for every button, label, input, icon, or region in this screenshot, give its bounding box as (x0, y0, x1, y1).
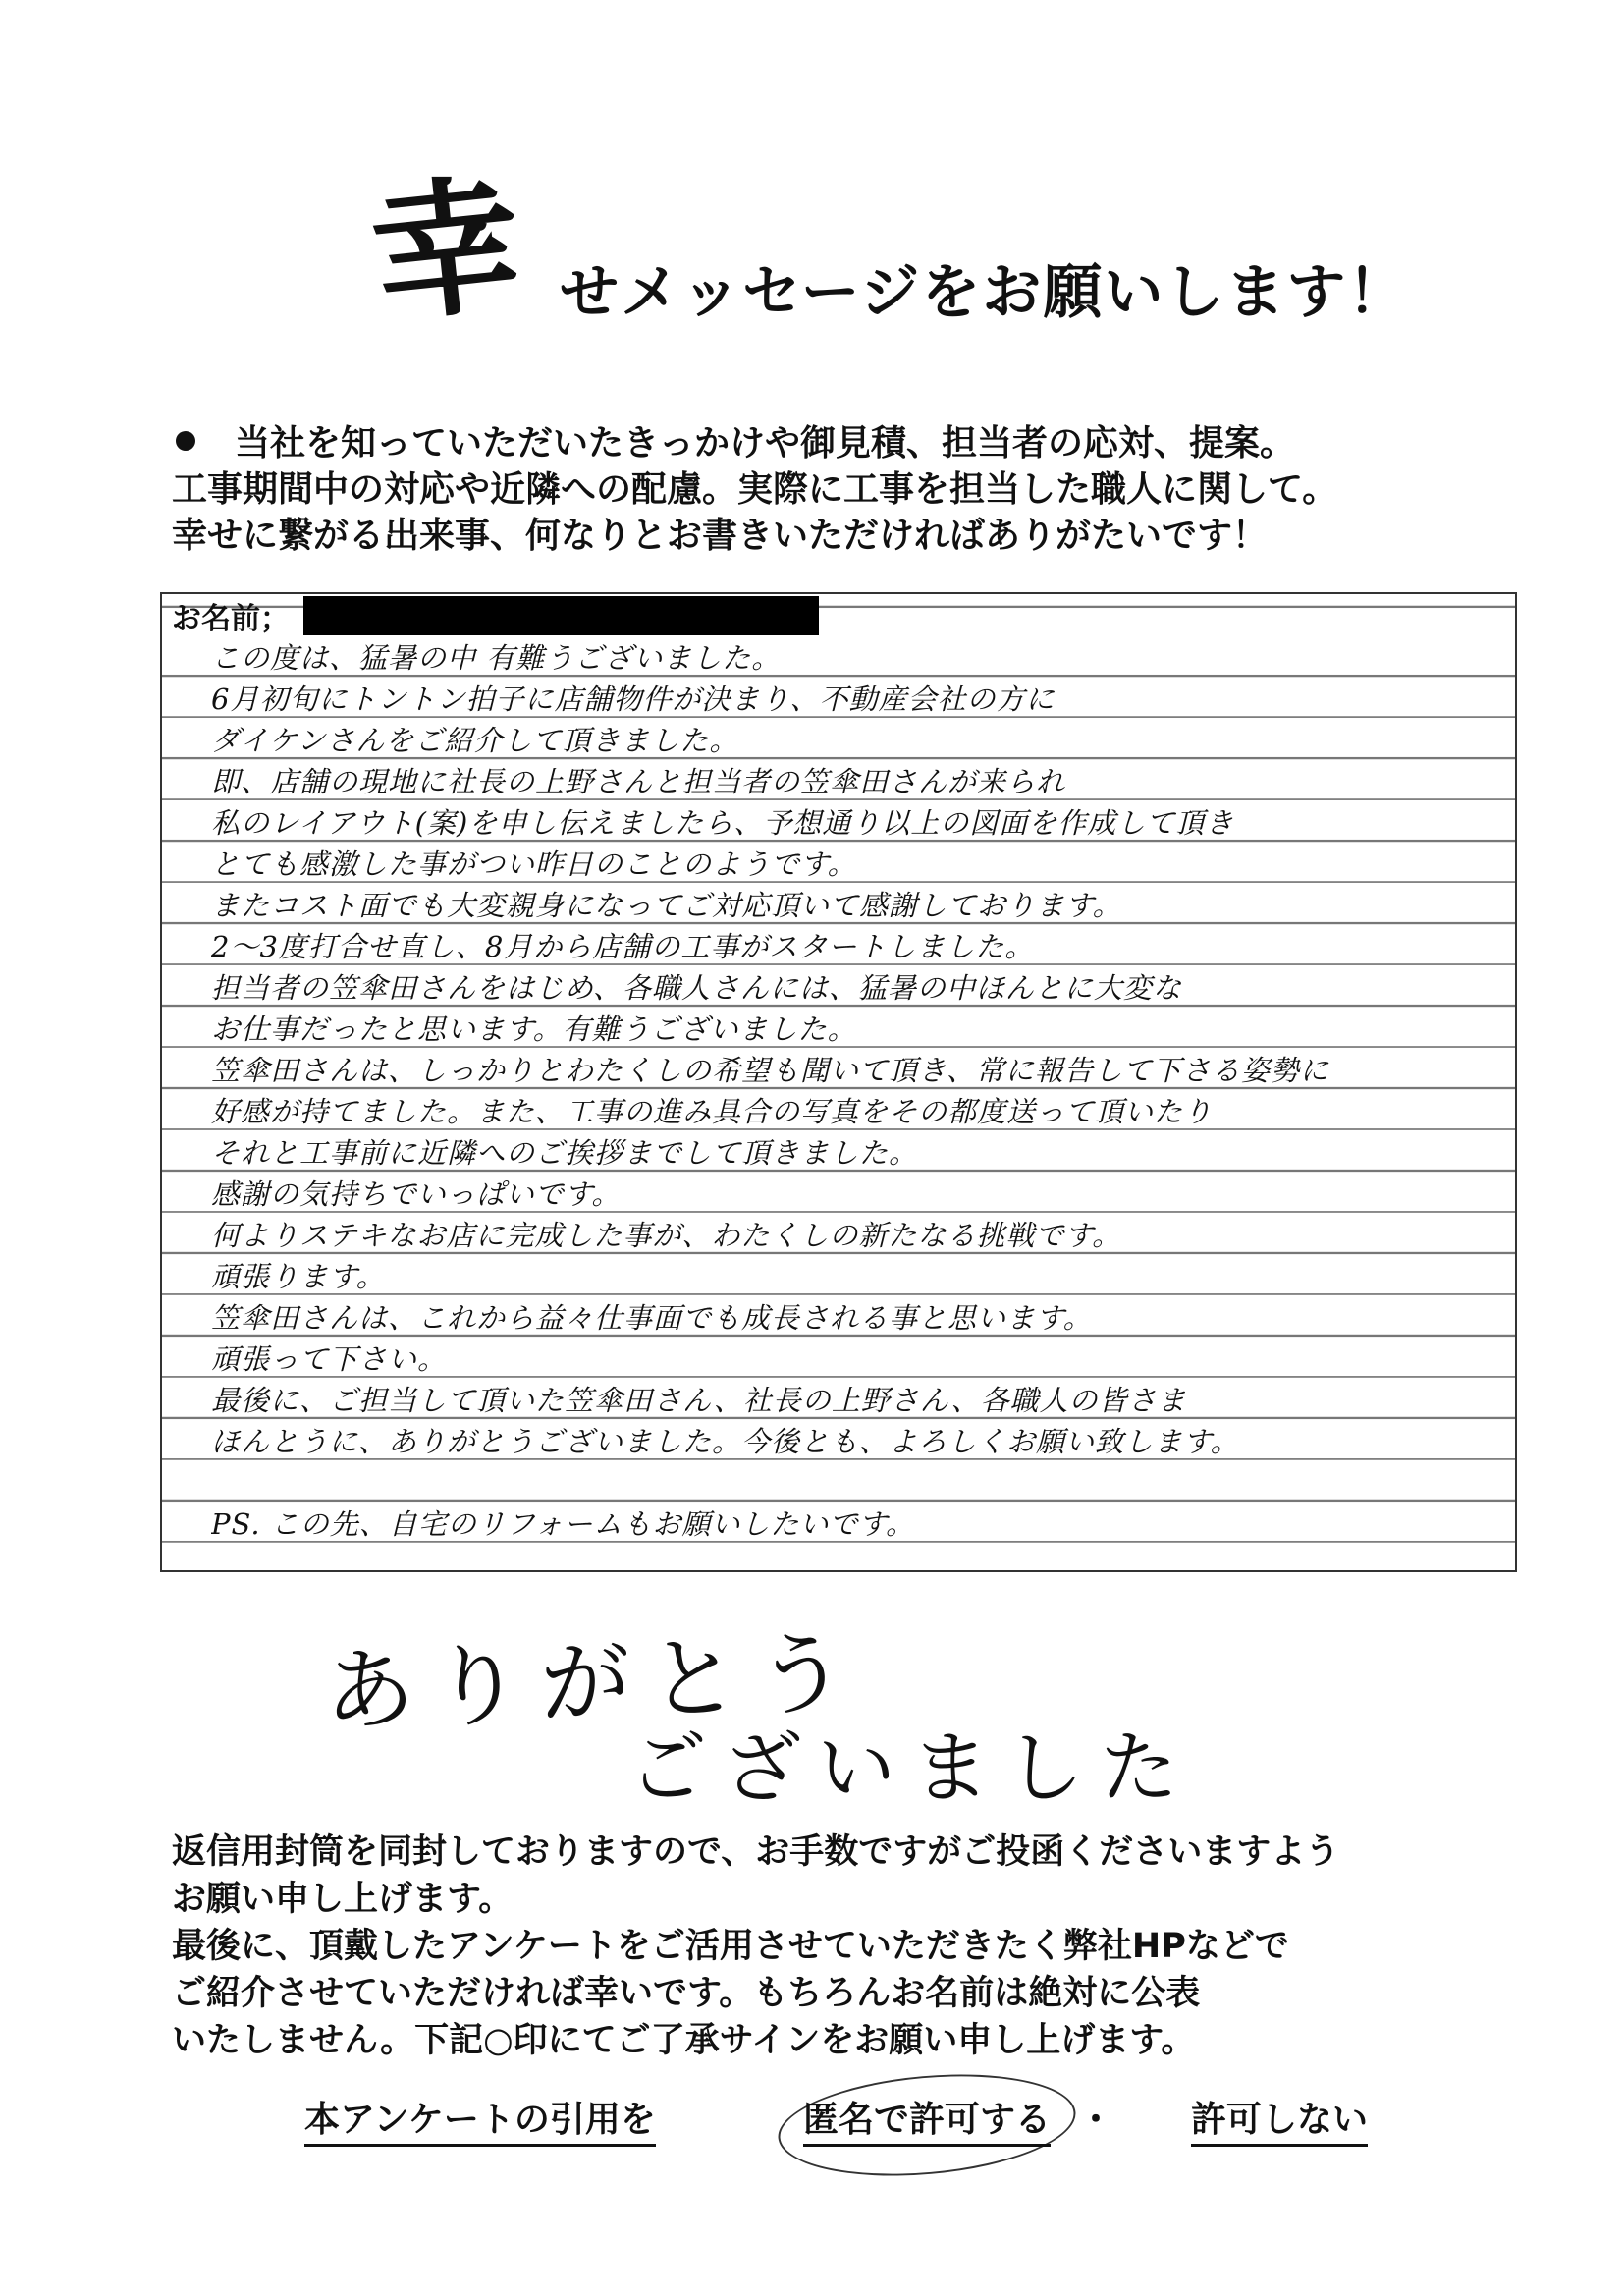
thanks-line-2: ございました (628, 1722, 1194, 1814)
handwritten-ps-line: PS. この先、自宅のリフォームもお願いしたいです。 (211, 1507, 916, 1541)
handwritten-message (211, 637, 1495, 1545)
handwritten-line: 何よりステキなお店に完成した事が、わたくしの新たなる挑戦です。 (211, 1219, 1122, 1252)
handwritten-line: 感謝の気持ちでいっぱいです。 (211, 1177, 622, 1211)
handwritten-line: 2～3度打合せ直し、8月から店舗の工事がスタートしました。 (211, 930, 1035, 963)
handwritten-line: 私のレイアウト(案)を申し伝えましたら、予想通り以上の図面を作成して頂き (211, 806, 1235, 840)
page-header (364, 156, 1409, 354)
page-title: せメッセージをお願いします！ (560, 258, 1409, 327)
handwritten-line: この度は、猛暑の中 有難うございました。 (211, 641, 782, 675)
thanks-line-1: ありがとう (322, 1620, 866, 1745)
handwritten-line: 笠傘田さんは、これから益々仕事面でも成長される事と思います。 (211, 1301, 1093, 1335)
name-label: お名前； (172, 602, 290, 636)
handwritten-line: ダイケンさんをご紹介して頂きました。 (211, 724, 739, 757)
closing-line: いたしません。下記○印にてご了承サインをお願い申し上げます。 (172, 2021, 1196, 2060)
closing-line: 最後に、頂戴したアンケートをご活用させていただきたく弊社HPなどで (172, 1927, 1289, 1966)
closing-line: ご紹介させていただければ幸いです。もちろんお名前は絶対に公表 (172, 1974, 1201, 2013)
consent-option-deny[interactable]: 許可しない (1191, 2092, 1368, 2147)
intro-line: 工事期間中の対応や近隣への配慮。実際に工事を担当した職人に関して。 (172, 469, 1338, 510)
handwritten-line: 担当者の笠傘田さんをはじめ、各職人さんには、猛暑の中ほんとに大変な (211, 971, 1182, 1005)
handwritten-line: またコスト面でも大変親身になってご対応頂いて感謝しております。 (211, 889, 1122, 922)
handwritten-line: 好感が持てました。また、工事の進み具合の写真をその都度送って頂いたり (211, 1095, 1214, 1128)
closing-notice (172, 1829, 1478, 2064)
handwritten-line: それと工事前に近隣へのご挨拶までして頂きました。 (211, 1136, 919, 1170)
handwritten-line: 笠傘田さんは、しっかりとわたくしの希望も聞いて頂き、常に報告して下さる姿勢に (211, 1054, 1329, 1087)
bullet-icon (176, 431, 195, 451)
intro-line: 幸せに繋がる出来事、何なりとお書きいただければありがたいです！ (172, 516, 1269, 556)
consent-separator: ・ (1078, 2100, 1114, 2140)
handwritten-line: 6月初旬にトントン拍子に店舗物件が決まり、不動産会社の方に (211, 683, 1056, 716)
intro-instructions (172, 420, 1478, 559)
handwritten-line: 頑張って下さい。 (211, 1342, 448, 1376)
name-redaction (303, 596, 819, 635)
handwritten-line: 最後に、ご担当して頂いた笠傘田さん、社長の上野さん、各職人の皆さま (211, 1384, 1187, 1417)
header-brush-kanji: 幸 (364, 156, 529, 345)
handwritten-line: とても感激した事がつい昨日のことのようです。 (211, 847, 857, 881)
closing-line: お願い申し上げます。 (172, 1880, 514, 1919)
consent-row (304, 2082, 1384, 2151)
handwritten-line: 即、店舗の現地に社長の上野さんと担当者の笠傘田さんが来られ (211, 765, 1066, 798)
name-row (172, 596, 819, 635)
message-form (160, 592, 1517, 1572)
thanks-calligraphy (322, 1611, 1404, 1814)
consent-option-anonymous[interactable]: 匿名で許可する (803, 2092, 1051, 2147)
handwritten-line: ほんとうに、ありがとうございました。今後とも、よろしくお願い致します。 (211, 1425, 1240, 1458)
handwritten-line: お仕事だったと思います。有難うございました。 (211, 1012, 857, 1046)
closing-line: 返信用封筒を同封しておりますので、お手数ですがご投函くださいますよう (172, 1832, 1340, 1872)
intro-line: 当社を知っていただいたきっかけや御見積、担当者の応対、提案。 (172, 420, 1478, 466)
consent-prefix: 本アンケートの引用を (304, 2092, 656, 2147)
handwritten-line: 頑張ります。 (211, 1260, 386, 1293)
